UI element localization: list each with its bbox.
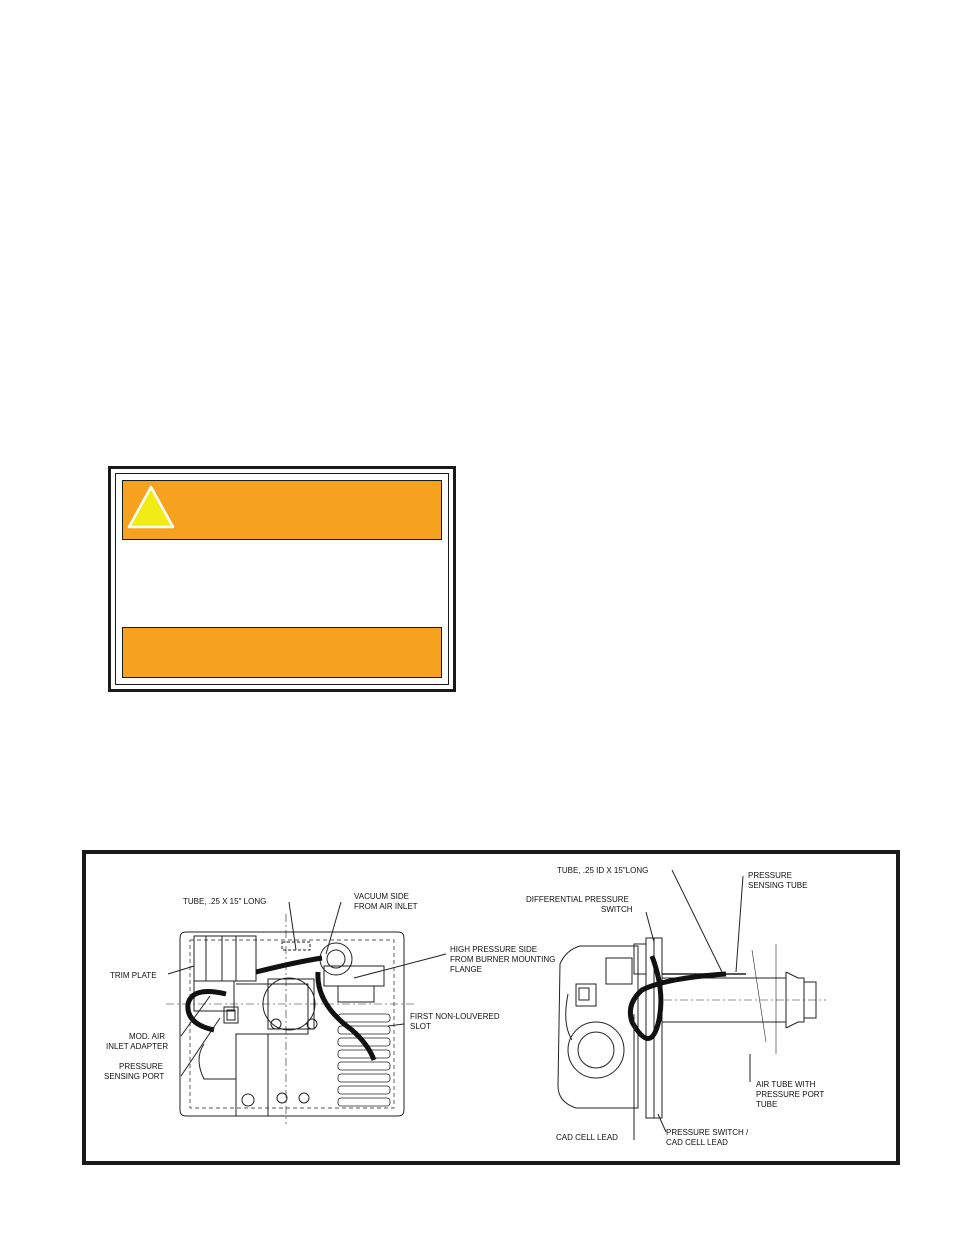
label-first-non-louvered-2: SLOT <box>410 1022 431 1031</box>
label-pressure-sensing-tube-1: PRESSURE <box>748 871 793 880</box>
warning-box <box>108 466 456 692</box>
label-switch-lead-1: PRESSURE SWITCH / <box>666 1128 749 1137</box>
label-air-tube-1: AIR TUBE WITH <box>756 1080 816 1089</box>
label-pressure-sensing-tube-2: SENSING TUBE <box>748 881 808 890</box>
warning-footer-banner <box>122 627 442 678</box>
label-diff-switch-2: SWITCH <box>601 905 633 914</box>
label-pressure-port-2: SENSING PORT <box>104 1072 165 1081</box>
warning-header-banner <box>122 480 442 540</box>
label-vacuum-side-2: FROM AIR INLET <box>354 902 418 911</box>
label-tube-left: TUBE, .25 X 15" LONG <box>183 897 267 906</box>
label-trim-plate: TRIM PLATE <box>110 971 157 980</box>
alert-triangle-icon <box>127 485 175 529</box>
label-high-pressure-3: FLANGE <box>450 965 483 974</box>
burner-diagram <box>86 854 896 1161</box>
label-first-non-louvered-1: FIRST NON-LOUVERED <box>410 1012 500 1021</box>
label-mod-air-1: MOD. AIR <box>129 1032 166 1041</box>
label-air-tube-3: TUBE <box>756 1100 778 1109</box>
label-high-pressure-1: HIGH PRESSURE SIDE <box>450 945 538 954</box>
label-diff-switch-1: DIFFERENTIAL PRESSURE <box>526 895 629 904</box>
label-vacuum-side-1: VACUUM SIDE <box>354 892 409 901</box>
label-switch-lead-2: CAD CELL LEAD <box>666 1138 728 1147</box>
label-air-tube-2: PRESSURE PORT <box>756 1090 825 1099</box>
label-high-pressure-2: FROM BURNER MOUNTING <box>450 955 556 964</box>
label-tube-right: TUBE, .25 ID X 15"LONG <box>557 866 649 875</box>
burner-figure <box>82 850 900 1165</box>
label-mod-air-2: INLET ADAPTER <box>106 1042 169 1051</box>
label-pressure-port-1: PRESSURE <box>119 1062 164 1071</box>
warning-inner-border <box>115 473 449 685</box>
left-burner-view <box>166 914 416 1124</box>
label-cad-cell-lead: CAD CELL LEAD <box>556 1133 618 1142</box>
